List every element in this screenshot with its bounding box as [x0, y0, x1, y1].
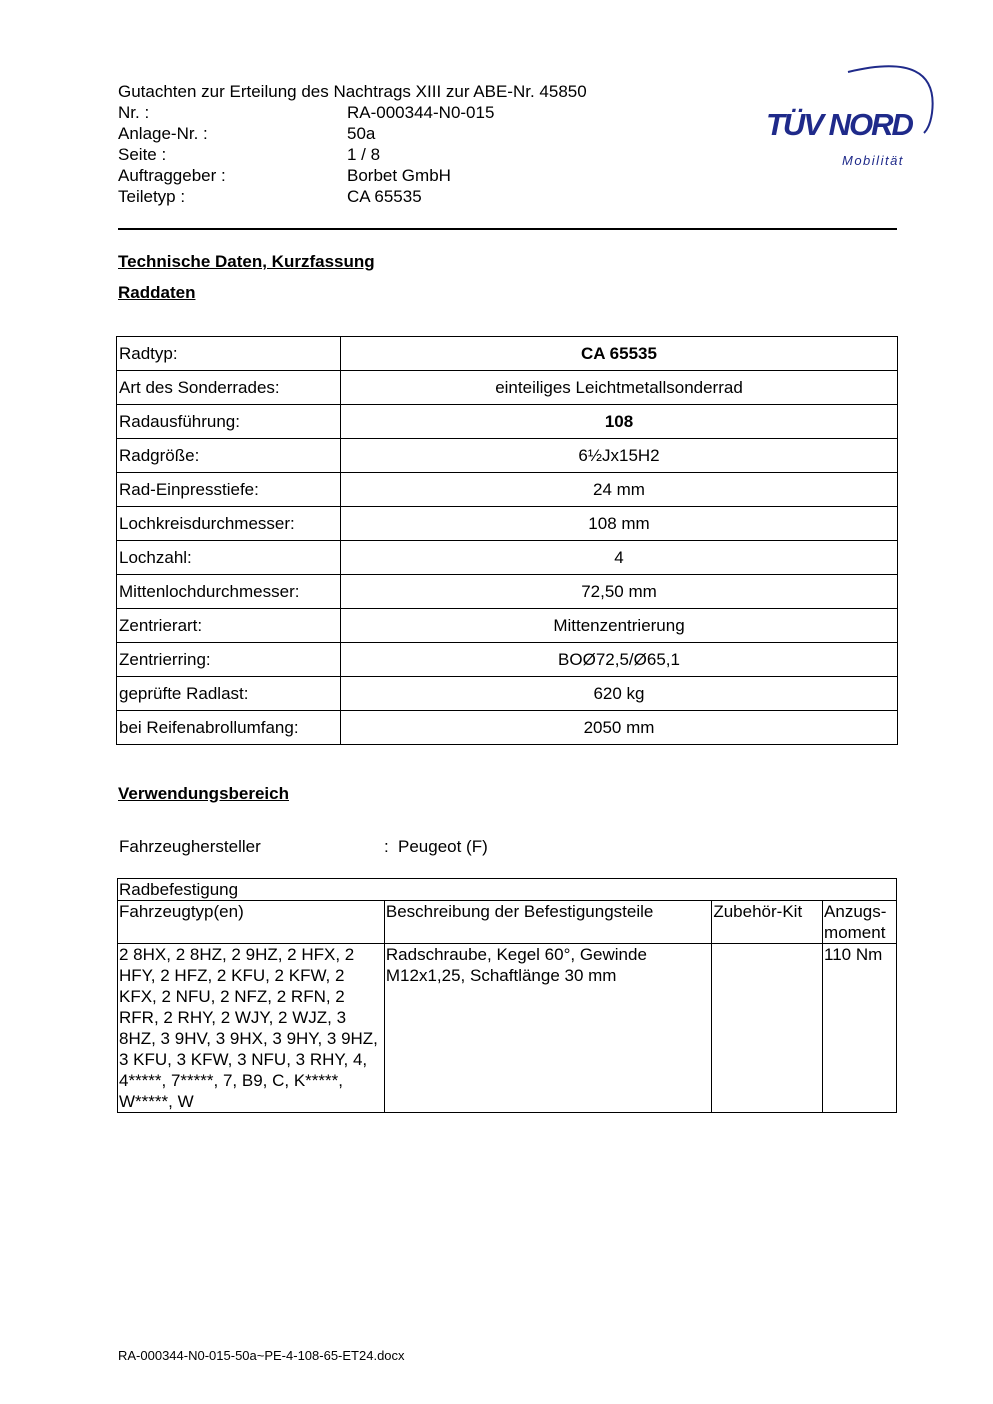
- raddaten-value: 6½Jx15H2: [341, 439, 898, 473]
- header-divider: [118, 228, 897, 230]
- raddaten-value: 108: [341, 405, 898, 439]
- cell-anzugsmoment: 110 Nm: [823, 944, 897, 1113]
- raddaten-row: [117, 643, 898, 677]
- raddaten-row: [117, 405, 898, 439]
- raddaten-label: geprüfte Radlast:: [117, 677, 341, 711]
- raddaten-row: [117, 507, 898, 541]
- raddaten-table-body: [117, 337, 898, 745]
- logo-brand-text: TÜV NORD: [766, 107, 912, 142]
- raddaten-row: [117, 371, 898, 405]
- raddaten-label: Radtyp:: [117, 337, 341, 371]
- logo-sub-text: Mobilität: [842, 153, 904, 168]
- tuev-nord-logo: [760, 55, 940, 175]
- field-label-nr: Nr. :: [118, 103, 150, 122]
- field-value-seite: 1 / 8: [347, 145, 381, 164]
- raddaten-row: [117, 575, 898, 609]
- manufacturer-separator: :: [384, 837, 389, 856]
- raddaten-value: BOØ72,5/Ø65,1: [341, 643, 898, 677]
- heading-technische-daten: Technische Daten, Kurzfassung: [118, 252, 375, 271]
- radbefestigung-data-row: [118, 944, 897, 1113]
- raddaten-value: 2050 mm: [341, 711, 898, 745]
- raddaten-row: [117, 337, 898, 371]
- raddaten-row: [117, 609, 898, 643]
- field-label-teiletyp: Teiletyp :: [118, 187, 186, 206]
- field-value-auftraggeber: Borbet GmbH: [347, 166, 451, 185]
- raddaten-label: Zentrierart:: [117, 609, 341, 643]
- raddaten-value: 72,50 mm: [341, 575, 898, 609]
- header-anzugsmoment: Anzugs-moment: [823, 901, 897, 944]
- raddaten-value: 4: [341, 541, 898, 575]
- radbefestigung-header-row: [118, 901, 897, 944]
- raddaten-label: Radausführung:: [117, 405, 341, 439]
- raddaten-value: 620 kg: [341, 677, 898, 711]
- field-label-seite: Seite :: [118, 145, 167, 164]
- header-fahrzeugtyp: Fahrzeugtyp(en): [118, 901, 385, 944]
- raddaten-label: Lochzahl:: [117, 541, 341, 575]
- raddaten-row: [117, 677, 898, 711]
- field-label-anlage: Anlage-Nr. :: [118, 124, 208, 143]
- field-value-anlage: 50a: [347, 124, 376, 143]
- raddaten-label: Zentrierring:: [117, 643, 341, 677]
- raddaten-label: bei Reifenabrollumfang:: [117, 711, 341, 745]
- header-zubehoer-kit: Zubehör-Kit: [712, 901, 823, 944]
- heading-raddaten: Raddaten: [118, 283, 196, 302]
- raddaten-value: 24 mm: [341, 473, 898, 507]
- cell-beschreibung: Radschraube, Kegel 60°, Gewinde M12x1,25, Schaftlänge 30 mm: [384, 944, 711, 1113]
- document-title: Gutachten zur Erteilung des Nachtrags XIII zur ABE-Nr. 45850: [118, 82, 587, 101]
- cell-fahrzeugtypen: 2 8HX, 2 8HZ, 2 9HZ, 2 HFX, 2 HFY, 2 HFZ, 2 KFU, 2 KFW, 2 KFX, 2 NFU, 2 NFZ, 2 RFN, 2 RFR, 2 RHY, 2 WJY, 2 WJZ, 3 8HZ, 3 9HV, 3 9HX, 3 9HY, 3 9HZ, 3 KFU, 3 KFW, 3 NFU, 3 RHY, 4, 4*****, 7*****, 7, B9, C, K*****, W*****, W: [118, 944, 385, 1113]
- raddaten-label: Radgröße:: [117, 439, 341, 473]
- radbefestigung-caption: Radbefestigung: [118, 879, 897, 901]
- raddaten-label: Mittenlochdurchmesser:: [117, 575, 341, 609]
- raddaten-row: [117, 473, 898, 507]
- raddaten-table: [116, 336, 898, 745]
- raddaten-row: [117, 439, 898, 473]
- radbefestigung-caption-row: [118, 879, 897, 901]
- raddaten-value: einteiliges Leichtmetallsonderrad: [341, 371, 898, 405]
- field-label-auftraggeber: Auftraggeber :: [118, 166, 226, 185]
- raddaten-label: Lochkreisdurchmesser:: [117, 507, 341, 541]
- raddaten-value: CA 65535: [341, 337, 898, 371]
- raddaten-row: [117, 711, 898, 745]
- heading-verwendungsbereich: Verwendungsbereich: [118, 784, 289, 803]
- manufacturer-label: Fahrzeughersteller: [119, 837, 261, 856]
- field-value-teiletyp: CA 65535: [347, 187, 422, 206]
- raddaten-value: Mittenzentrierung: [341, 609, 898, 643]
- footer-filename: RA-000344-N0-015-50a~PE-4-108-65-ET24.docx: [118, 1348, 405, 1363]
- raddaten-value: 108 mm: [341, 507, 898, 541]
- raddaten-label: Art des Sonderrades:: [117, 371, 341, 405]
- raddaten-row: [117, 541, 898, 575]
- radbefestigung-table: [117, 878, 897, 1113]
- header-beschreibung: Beschreibung der Befestigungsteile: [384, 901, 711, 944]
- raddaten-label: Rad-Einpresstiefe:: [117, 473, 341, 507]
- manufacturer-value: Peugeot (F): [398, 837, 488, 856]
- field-value-nr: RA-000344-N0-015: [347, 103, 495, 122]
- cell-zubehoer-kit: [712, 944, 823, 1113]
